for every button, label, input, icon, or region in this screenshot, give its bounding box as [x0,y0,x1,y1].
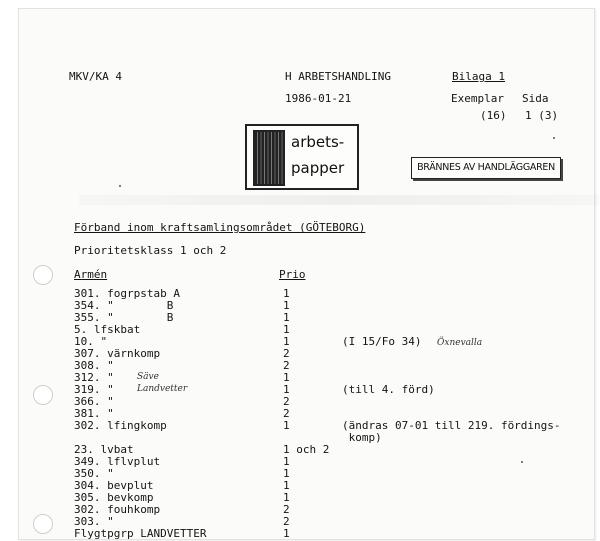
handwritten-note: Landvetter [137,384,188,394]
prio-cell: 1 [283,299,290,312]
prio-cell: 1 och 2 [283,443,330,456]
prio-cell: 2 [283,515,290,528]
document-page [18,8,595,540]
unit-cell: 5. lfskbat [74,323,141,336]
stamp-line-2: papper [291,159,345,177]
prio-cell: 1 [283,527,290,540]
note-cell: (ändras 07-01 till 219. fördings- komp) [342,419,561,444]
punch-hole [33,514,53,534]
unit-cell: 354. " B [74,299,174,312]
unit-cell: 308. " [74,359,114,372]
column-header-prio: Prio [279,268,306,281]
prio-cell: 2 [283,359,290,372]
unit-cell: 350. " [74,467,114,480]
prio-cell: 1 [283,335,290,348]
note-cell: (I 15/Fo 34) [342,335,422,348]
prio-cell: 1 [283,455,290,468]
unit-cell: 307. värnkomp [74,347,161,360]
doc-reference: MKV/KA 4 [69,70,122,83]
unit-cell: 10. " [74,335,108,348]
scan-speck [553,137,555,139]
scan-speck [521,461,523,463]
arbetspapper-stamp [245,124,359,190]
doc-classification: H ARBETSHANDLING [285,70,391,83]
exemplar-label: Exemplar [451,92,504,105]
prio-cell: 2 [283,347,290,360]
column-header-unit: Armén [74,268,108,281]
unit-cell: 305. bevkomp [74,491,154,504]
unit-cell: 23. lvbat [74,443,134,456]
unit-cell: 312. " [74,371,114,384]
unit-cell: 303. " [74,515,114,528]
sida-label: Sida [522,92,549,105]
doc-date: 1986-01-21 [285,92,352,105]
priority-class: Prioritetsklass 1 och 2 [74,244,227,257]
unit-cell: 381. " [74,407,114,420]
prio-cell: 1 [283,419,290,432]
unit-cell: 349. lflvplut [74,455,161,468]
handwritten-note: Säve [137,372,159,382]
stamp-logo-icon [253,130,285,186]
prio-cell: 1 [283,479,290,492]
unit-cell: 301. fogrpstab A [74,287,180,300]
prio-cell: 1 [283,323,290,336]
stamp-line-1: arbets- [291,133,345,151]
bilaga-label: Bilaga 1 [452,70,505,83]
prio-cell: 1 [283,287,290,300]
unit-cell: 304. bevplut [74,479,154,492]
exemplar-value: (16) [480,109,507,122]
unit-cell: 366. " [74,395,114,408]
scan-speck [119,185,121,187]
scan-smudge [79,195,599,205]
section-title: Förband inom kraftsamlingsområdet (GÖTEBORG) [74,221,366,234]
prio-cell: 1 [283,467,290,480]
punch-hole [33,385,53,405]
unit-cell: 302. lfingkomp [74,419,167,432]
prio-cell: 1 [283,491,290,504]
prio-cell: 1 [283,383,290,396]
prio-cell: 2 [283,407,290,420]
punch-hole [33,265,53,285]
unit-cell: Flygtpgrp LANDVETTER [74,527,207,540]
handwritten-note: Öxnevalla [437,338,483,348]
burn-notice-stamp: BRÄNNES AV HANDLÄGGAREN [411,157,561,179]
note-cell: (till 4. förd) [342,383,435,396]
prio-cell: 1 [283,371,290,384]
unit-cell: 319. " [74,383,114,396]
prio-cell: 2 [283,395,290,408]
prio-cell: 1 [283,311,290,324]
prio-cell: 2 [283,503,290,516]
sida-value: 1 (3) [525,109,559,122]
unit-cell: 302. fouhkomp [74,503,161,516]
unit-cell: 355. " B [74,311,174,324]
